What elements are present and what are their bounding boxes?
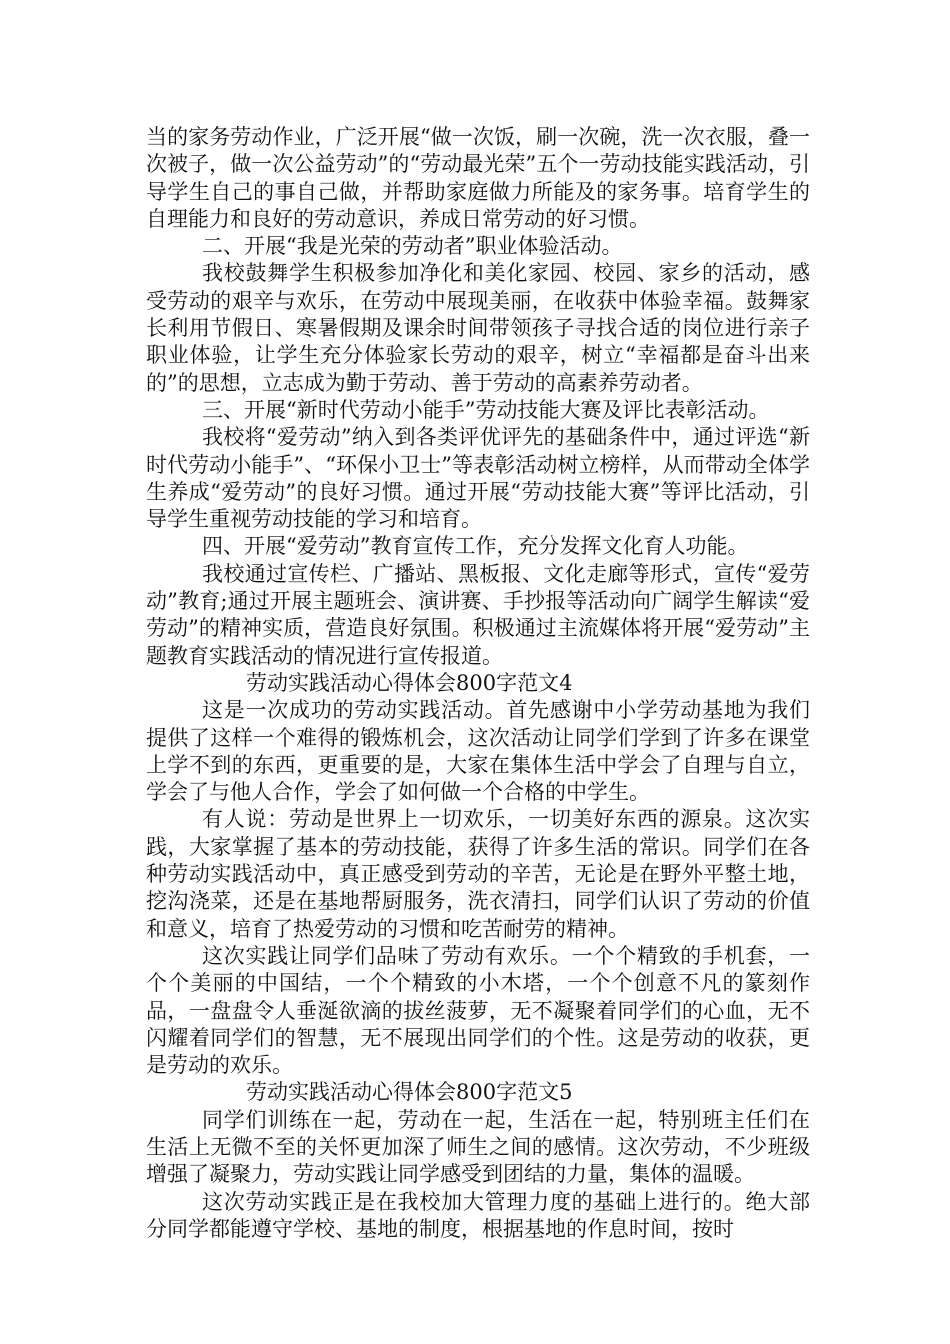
paragraph: 同学们训练在一起，劳动在一起，生活在一起，特别班主任们在生活上无微不至的关怀更加深了师生之间的感情。这次劳动，不少班级增强了凝聚力，劳动实践让同学感受到团结的力量，集体的温暖。 xyxy=(146,1107,810,1187)
section-title-4: 劳动实践活动心得体会800字范文4 xyxy=(246,670,573,695)
paragraph: 有人说：劳动是世界上一切欢乐，一切美好东西的源泉。这次实践，大家掌握了基本的劳动技能，获得了许多生活的常识。同学们在各种劳动实践活动中，真正感受到劳动的辛苦，无论是在野外平整土地，挖沟浇菜，还是在基地帮厨服务，洗衣清扫，同学们认识了劳动的价值和意义，培育了热爱劳动的习惯和吃苦耐劳的精神。 xyxy=(146,807,810,941)
subheading-4: 四、开展“爱劳动”教育宣传工作，充分发挥文化育人功能。 xyxy=(202,534,749,559)
paragraph: 这是一次成功的劳动实践活动。首先感谢中小学劳动基地为我们提供了这样一个难得的锻炼机会，这次活动让同学们学到了许多在课堂上学不到的东西，更重要的是，大家在集体生活中学会了自理与自立，学会了与他人合作，学会了如何做一个合格的中学生。 xyxy=(146,698,810,805)
paragraph: 这次劳动实践正是在我校加大管理力度的基础上进行的。绝大部分同学都能遵守学校、基地的制度，根据基地的作息时间，按时 xyxy=(146,1189,810,1241)
document-body xyxy=(146,124,810,1243)
paragraph: 我校将“爱劳动”纳入到各类评优评先的基础条件中，通过评选“新时代劳动小能手”、“环保小卫士”等表彰活动树立榜样，从而带动全体学生养成“爱劳动”的良好习惯。通过开展“劳动技能大赛”等评比活动，引导学生重视劳动技能的学习和培育。 xyxy=(146,425,810,532)
paragraph: 这次实践让同学们品味了劳动有欢乐。一个个精致的手机套，一个个美丽的中国结，一个个精致的小木塔，一个个创意不凡的篆刻作品，一盘盘令人垂涎欲滴的拔丝菠萝，无不凝聚着同学们的心血，无不闪耀着同学们的智慧，无不展现出同学们的个性。这是劳动的收获，更是劳动的欢乐。 xyxy=(146,943,810,1078)
paragraph-continued: 当的家务劳动作业，广泛开展“做一次饭，刷一次碗，洗一次衣服，叠一次被子，做一次公益劳动”的“劳动最光荣”五个一劳动技能实践活动，引导学生自己的事自己做，并帮助家庭做力所能及的家务事。培育学生的自理能力和良好的劳动意识，养成日常劳动的好习惯。 xyxy=(146,125,810,231)
subheading-3: 三、开展“新时代劳动小能手”劳动技能大赛及评比表彰活动。 xyxy=(202,397,770,422)
paragraph: 我校通过宣传栏、广播站、黑板报、文化走廊等形式，宣传“爱劳动”教育;通过开展主题班会、演讲赛、手抄报等活动向广阔学生解读“爱劳动”的精神实质，营造良好氛围。积极通过主流媒体将开展“爱劳动”主题教育实践活动的情况进行宣传报道。 xyxy=(146,561,810,668)
paragraph: 我校鼓舞学生积极参加净化和美化家园、校园、家乡的活动，感受劳动的艰辛与欢乐，在劳动中展现美丽，在收获中体验幸福。鼓舞家长利用节假日、寒暑假期及课余时间带领孩子寻找合适的岗位进行亲子职业体验，让学生充分体验家长劳动的艰辛，树立“幸福都是奋斗出来的”的思想，立志成为勤于劳动、善于劳动的高素养劳动者。 xyxy=(146,261,810,395)
section-title-5: 劳动实践活动心得体会800字范文5 xyxy=(246,1080,573,1105)
subheading-2: 二、开展“我是光荣的劳动者”职业体验活动。 xyxy=(202,234,623,259)
